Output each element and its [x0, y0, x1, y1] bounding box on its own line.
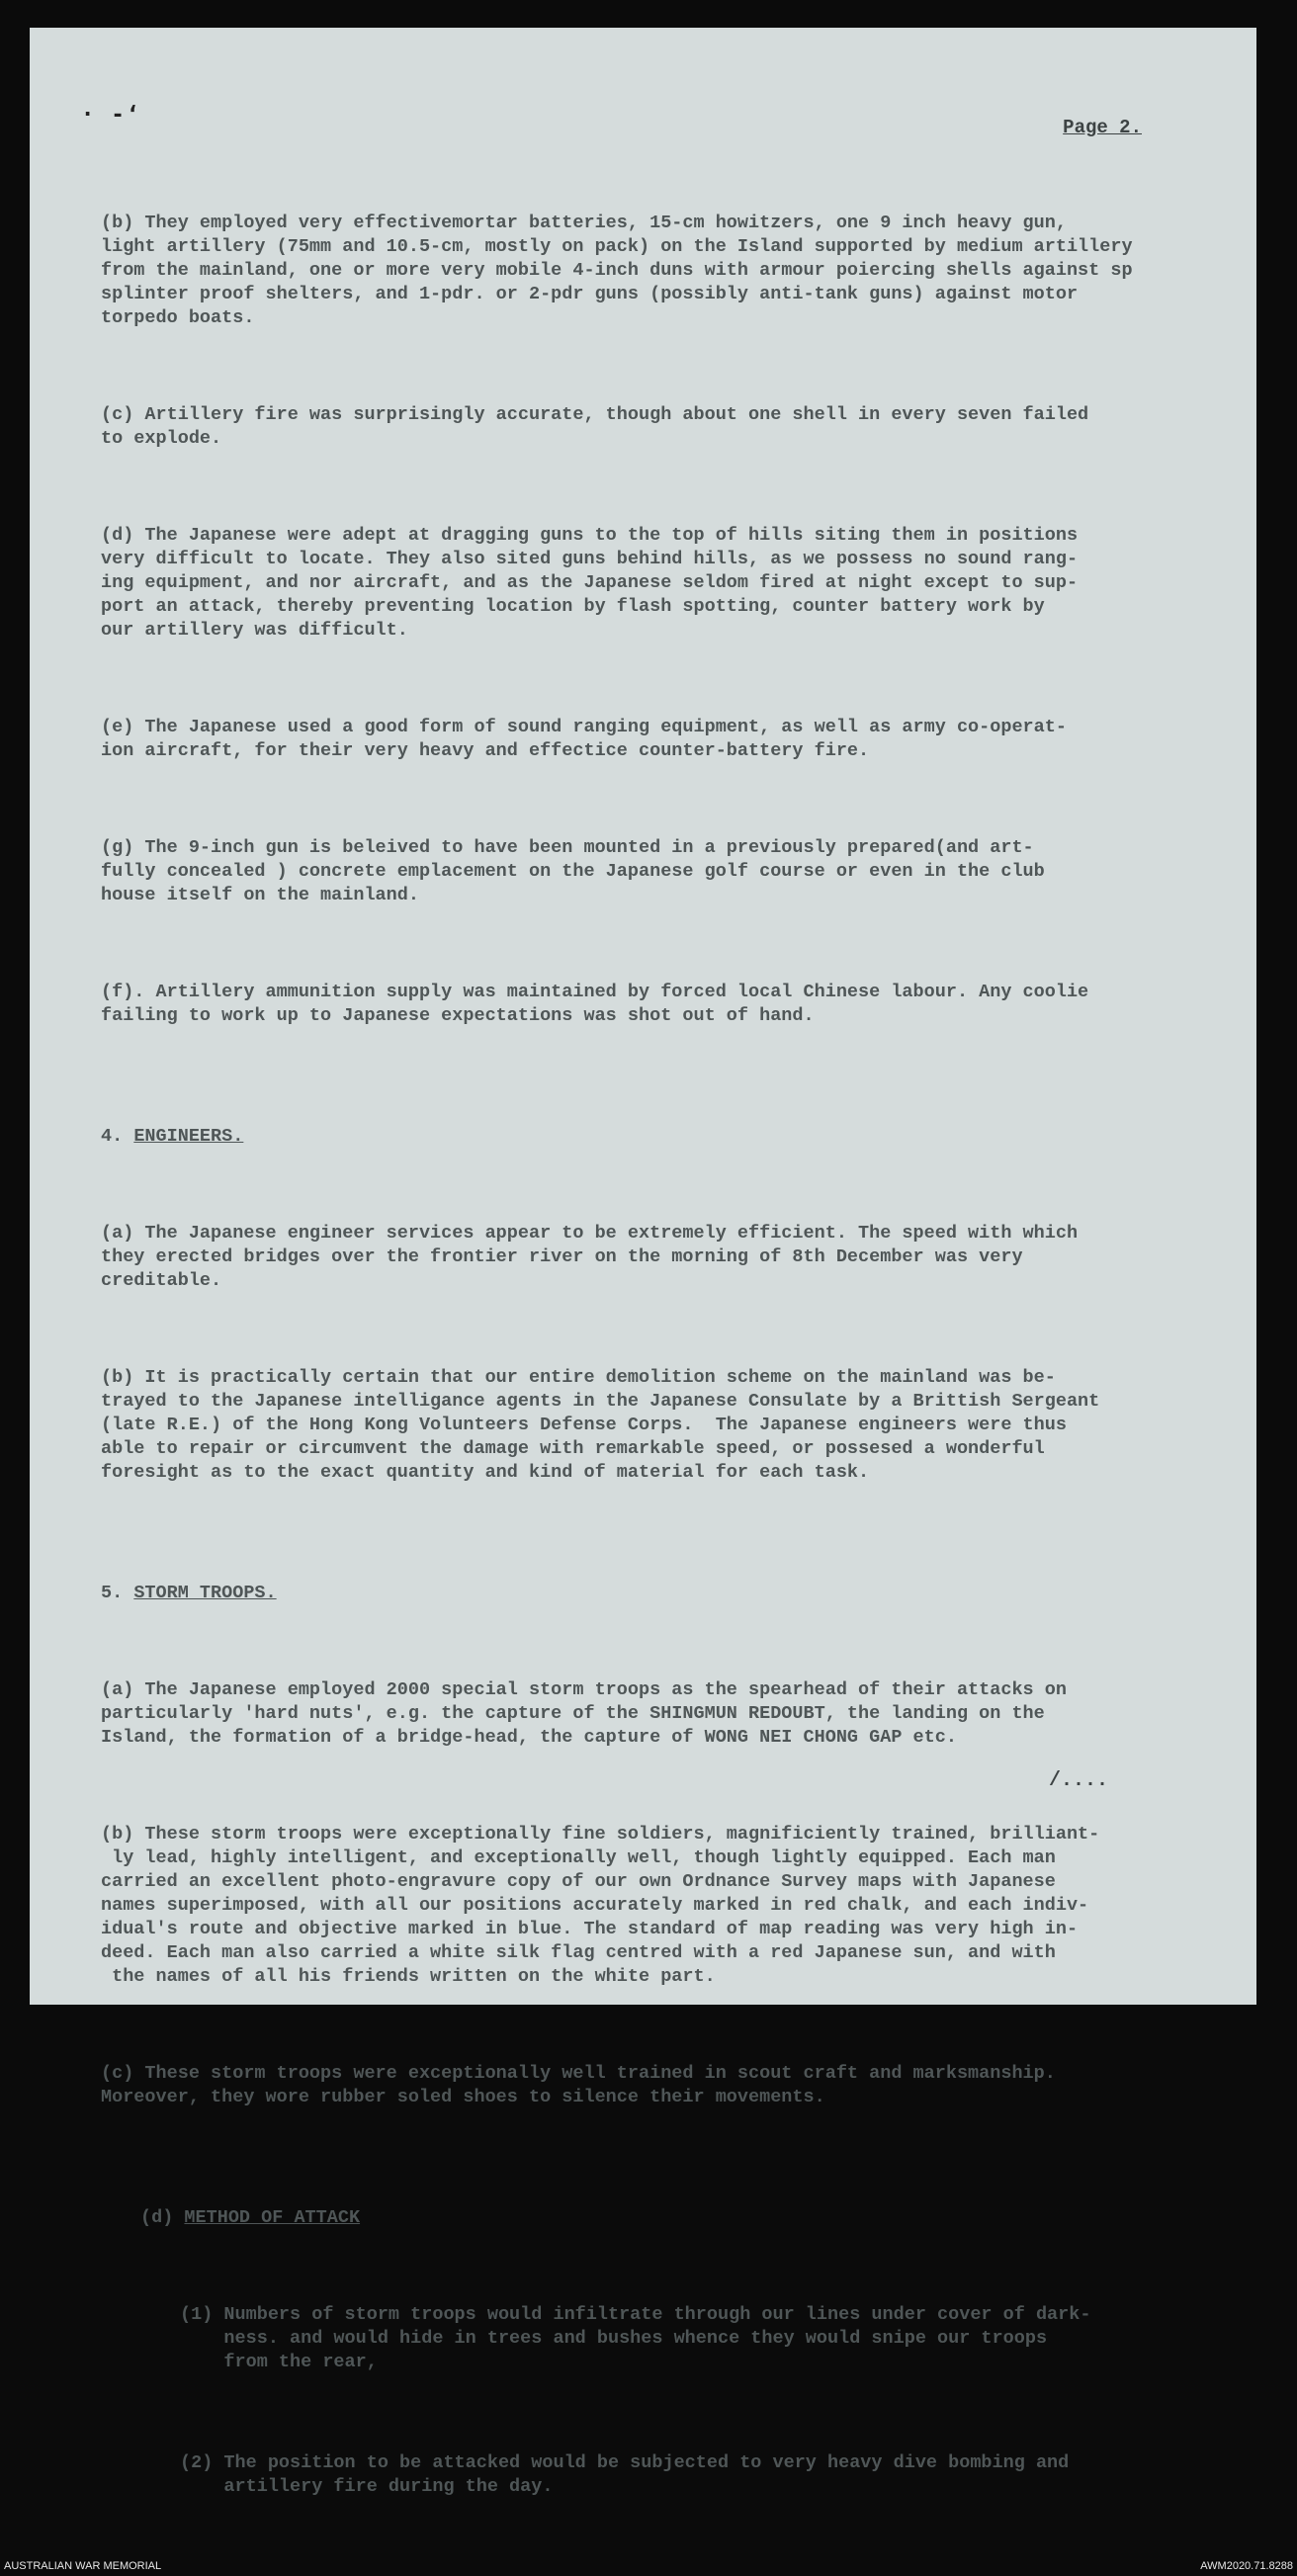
- continuation-mark: /....: [1048, 1769, 1108, 1792]
- method-item-2: (2) The position to be attacked would be subjected to very heavy dive bombing and artillery fire during the day.: [180, 2452, 1070, 2497]
- paragraph-artillery-b: (b) They employed very effectivemortar batteries, 15-cm howitzers, one 9 inch heavy gun, light artillery (75mm and 10.5-cm, mostly on pack) on the Island supported by medium artillery from the mainland, one or more very mobile 4-inch duns with armour poiercing shells against sp splinter proof shelters, and 1-pdr. or 2-pdr guns (possibly anti-tank guns) against motor torpedo boats.: [101, 213, 1133, 328]
- paragraph-engineers-a: (a) The Japanese engineer services appear to be extremely efficient. The speed with which they erected bridges over the frontier river on the morning of 8th December was very creditable.: [101, 1223, 1079, 1291]
- subheading-title: METHOD OF ATTACK: [184, 2207, 361, 2228]
- paragraph-artillery-e: (e) The Japanese used a good form of sound ranging equipment, as well as army co-operat- ion aircraft, for their very heavy and effectice counter-battery fire.: [101, 717, 1067, 761]
- paragraph-storm-b: (b) These storm troops were exceptionally fine soldiers, magnificiently trained, brilliant- ly lead, highly intelligent, and exceptionally well, though lightly equipped. Each man carried an excellent photo-engravure copy of our own Ordnance Survey maps with Japanese names superimposed, with all our positions accurately marked in red chalk, and each indiv- idual's route and objective marked in blue. The standard of map reading was very high in- deed. Each man also carried a white silk flag centred with a red Japanese sun, and with the names of all his friends written on the white part.: [101, 1824, 1100, 1987]
- section-title: STORM TROOPS.: [133, 1583, 277, 1603]
- page-number: Page 2.: [1063, 117, 1142, 138]
- paragraph-storm-a: (a) The Japanese employed 2000 special storm troops as the spearhead of their attacks on particularly 'hard nuts', e.g. the capture of the SHINGMUN REDOUBT, the landing on the Island, the formation of a bridge-head, the capture of WONG NEI CHONG GAP etc.: [101, 1679, 1067, 1748]
- paragraph-storm-c: (c) These storm troops were exceptionally well trained in scout craft and marksmanship. Moreover, they wore rubber soled shoes to silence their movements.: [101, 2063, 1056, 2107]
- corner-mark: · -‘: [81, 103, 141, 128]
- document-page: [30, 28, 1256, 2497]
- section-heading-storm-troops: [101, 1582, 1297, 1605]
- paragraph-artillery-f: (f). Artillery ammunition supply was maintained by forced local Chinese labour. Any coolie failing to work up to Japanese expectations was shot out of hand.: [101, 982, 1089, 1026]
- section-number: 4.: [101, 1126, 134, 1147]
- paragraph-artillery-g: (g) The 9-inch gun is beleived to have been mounted in a previously prepared(and art- fully concealed ) concrete emplacement on the Japanese golf course or even in the club house itself on the mainland.: [101, 837, 1045, 905]
- section-title: ENGINEERS.: [133, 1126, 244, 1147]
- method-item-1: (1) Numbers of storm troops would infiltrate through our lines under cover of dark- ness. and would hide in trees and bushes whence they would snipe our troops from the rear,: [180, 2304, 1091, 2372]
- section-number: 5.: [101, 1583, 134, 1603]
- archive-credit: AUSTRALIAN WAR MEMORIAL: [4, 2560, 162, 2572]
- document-body: [101, 164, 1297, 2576]
- subheading-method-of-attack: [101, 2206, 1297, 2230]
- archive-reference: AWM2020.71.8288: [1200, 2560, 1293, 2572]
- paragraph-artillery-c: (c) Artillery fire was surprisingly accurate, though about one shell in every seven failed to explode.: [101, 404, 1089, 449]
- paragraph-engineers-b: (b) It is practically certain that our entire demolition scheme on the mainland was be- trayed to the Japanese intelligance agents in the Japanese Consulate by a Brittish Sergeant (late R.E.) of the Hong Kong Volunteers Defense Corps. The Japanese engineers were thus able to repair or circumvent the damage with remarkable speed, or possesed a wonderful foresight as to the exact quantity and kind of material for each task.: [101, 1367, 1100, 1483]
- subheading-number: (d): [140, 2207, 185, 2228]
- section-heading-engineers: [101, 1125, 1297, 1149]
- paragraph-artillery-d: (d) The Japanese were adept at dragging guns to the top of hills siting them in positions very difficult to locate. They also sited guns behind hills, as we possess no sound rang- ing equipment, and nor aircraft, and as the Japanese seldom fired at night except to sup- port an attack, thereby preventing location by flash spotting, counter battery work by our artillery was difficult.: [101, 525, 1079, 641]
